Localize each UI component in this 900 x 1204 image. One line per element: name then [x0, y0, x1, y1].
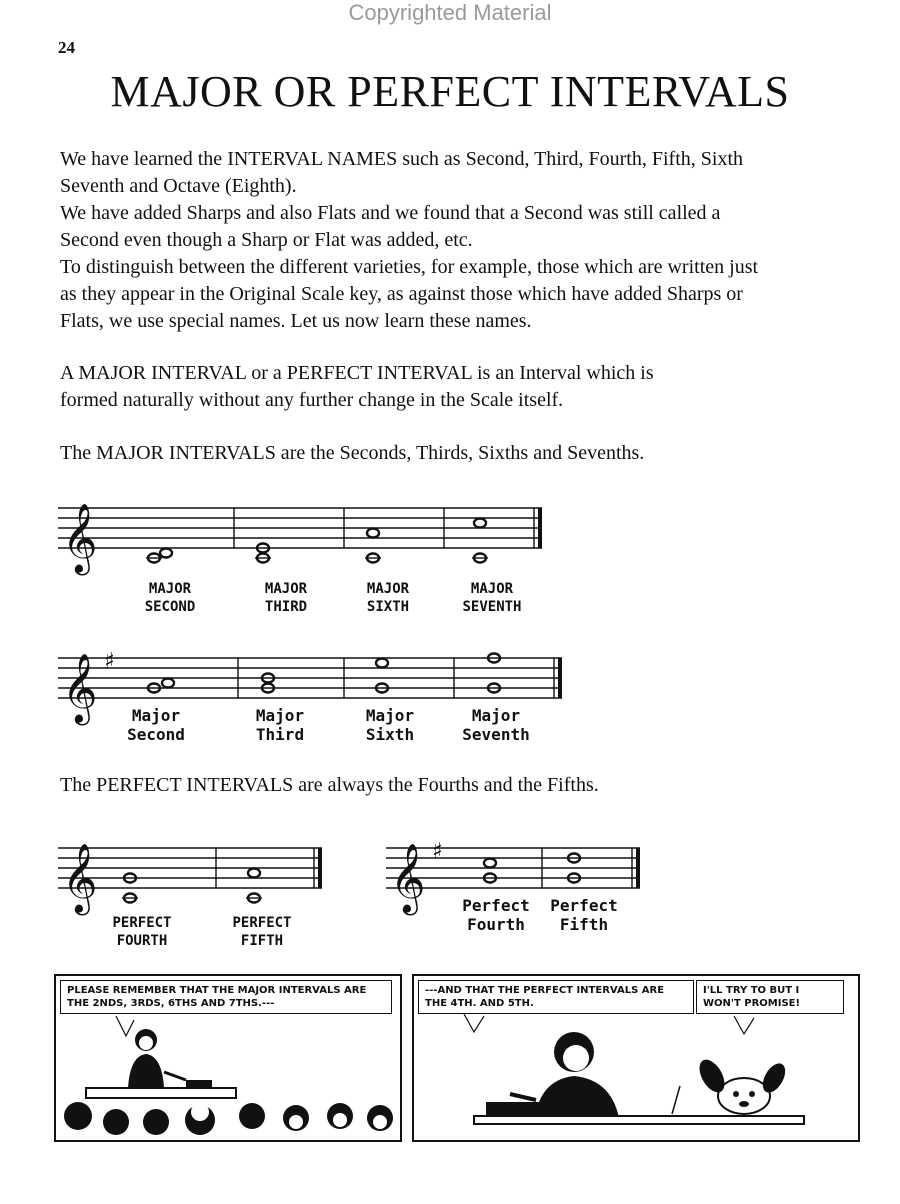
- staff-major-c: [58, 494, 548, 574]
- interval-label: PERFECT FIFTH: [232, 915, 292, 949]
- staff-perfect-g: [386, 828, 646, 913]
- definition-line: formed naturally without any further change in the Scale itself.: [60, 389, 564, 411]
- intro-line: We have added Sharps and also Flats and we found that a Second was still called a: [60, 202, 721, 224]
- page-number: 24: [58, 38, 75, 57]
- intro-line: Second even though a Sharp or Flat was added, etc.: [60, 229, 473, 251]
- comic-panel-teacher: [54, 974, 402, 1142]
- interval-label: Perfect Fifth: [550, 896, 618, 934]
- classroom-illustration: [56, 976, 400, 1140]
- teacher-and-dog-illustration: [414, 976, 858, 1140]
- perfect-intervals-heading: The PERFECT INTERVALS are always the Fourths and the Fifths.: [60, 774, 599, 796]
- interval-label: Major Seventh: [462, 706, 530, 744]
- intro-line: as they appear in the Original Scale key, as against those which have added Sharps or: [60, 283, 743, 305]
- copyright-watermark: Copyrighted Material: [348, 0, 552, 25]
- intro-line: Flats, we use special names. Let us now learn these names.: [60, 310, 532, 332]
- definition-line: A MAJOR INTERVAL or a PERFECT INTERVAL is an Interval which is: [60, 362, 654, 384]
- intro-line: Seventh and Octave (Eighth).: [60, 175, 297, 197]
- definition-paragraph: [60, 360, 850, 414]
- sharp-icon: ♯: [432, 839, 443, 864]
- treble-clef-icon: 𝄞: [62, 843, 98, 913]
- intro-paragraph: [60, 146, 850, 335]
- speech-bubble: ---AND THAT THE PERFECT INTERVALS ARE THE 4TH. AND 5TH.: [418, 980, 694, 1014]
- interval-label: Major Third: [255, 706, 305, 744]
- interval-label: MAJOR SECOND: [144, 581, 196, 615]
- sharp-icon: ♯: [104, 649, 115, 674]
- dog-speech-bubble: I'LL TRY TO BUT I WON'T PROMISE!: [696, 980, 844, 1014]
- interval-label: MAJOR THIRD: [264, 581, 308, 615]
- treble-clef-icon: 𝄞: [390, 843, 426, 913]
- interval-label: PERFECT FOURTH: [112, 915, 172, 949]
- treble-clef-icon: 𝄞: [62, 653, 98, 723]
- major-intervals-heading: The MAJOR INTERVALS are the Seconds, Thirds, Sixths and Sevenths.: [60, 442, 645, 464]
- treble-clef-icon: 𝄞: [62, 503, 98, 573]
- speech-bubble: PLEASE REMEMBER THAT THE MAJOR INTERVALS ARE THE 2NDS, 3RDS, 6THS AND 7THS.---: [60, 980, 392, 1014]
- interval-label: MAJOR SIXTH: [366, 581, 410, 615]
- page-title: MAJOR OR PERFECT INTERVALS: [110, 67, 790, 116]
- comic-panel-dog: [412, 974, 860, 1142]
- staff-perfect-c: [58, 832, 328, 916]
- interval-label: Major Second: [127, 706, 185, 744]
- interval-label: MAJOR SEVENTH: [462, 581, 522, 615]
- interval-label: Major Sixth: [365, 706, 415, 744]
- intro-line: We have learned the INTERVAL NAMES such as Second, Third, Fourth, Fifth, Sixth: [60, 148, 743, 170]
- intro-line: To distinguish between the different varieties, for example, those which are written just: [60, 256, 759, 278]
- interval-label: Perfect Fourth: [462, 896, 530, 934]
